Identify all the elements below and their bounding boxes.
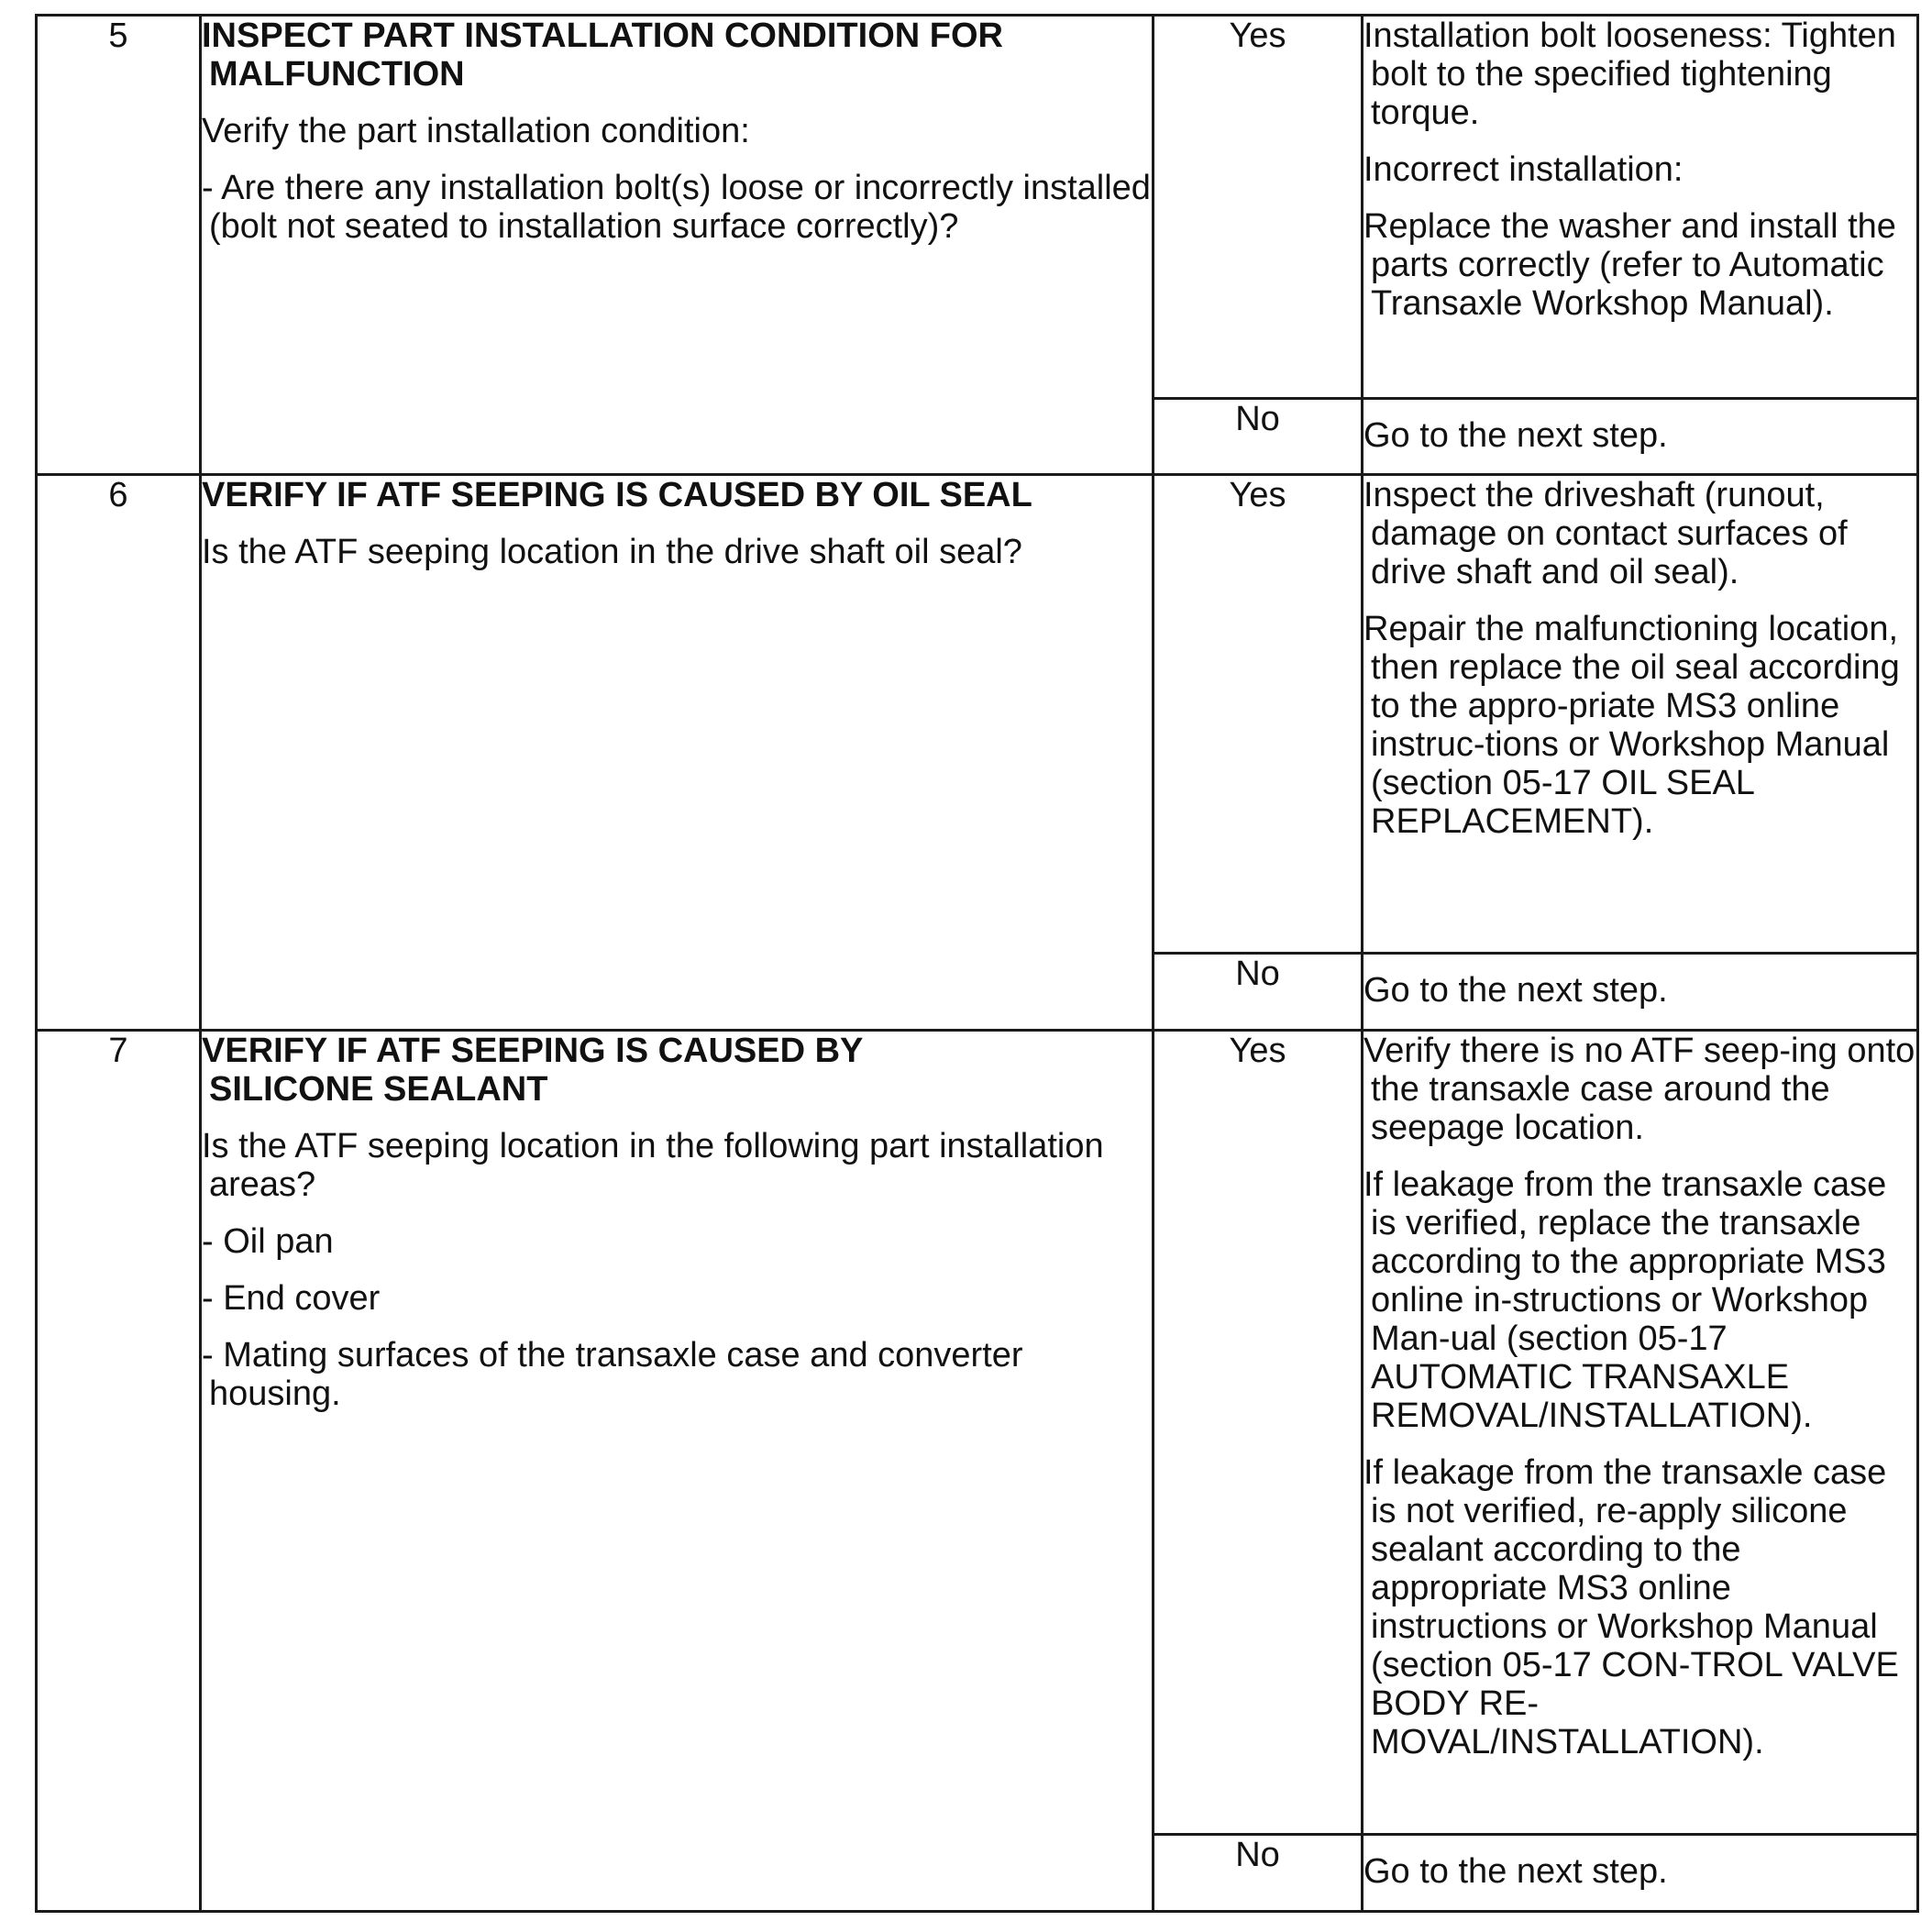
no-answer: No: [1154, 1835, 1363, 1912]
step-row: [37, 475, 1918, 954]
action-paragraph: Incorrect installation:: [1363, 150, 1684, 189]
action-paragraph: Verify there is no ATF seep-ing onto the transaxle case around the seepage location.: [1363, 1032, 1915, 1147]
step-description: [201, 1031, 1154, 1912]
step-description: [201, 475, 1154, 1031]
no-action: [1363, 399, 1918, 475]
no-action: [1363, 1835, 1918, 1912]
step-title-line: VERIFY IF ATF SEEPING IS CAUSED BY: [202, 1032, 864, 1070]
step-row: [37, 1031, 1918, 1835]
action-paragraph: Replace the washer and install the parts correctly (refer to Automatic Transaxle Workshop Manual).: [1363, 207, 1896, 323]
action-paragraph: If leakage from the transaxle case is not verified, re-apply silicone sealant according to the appropriate MS3 online instructions or Workshop Manual (section 05-17 CON-TROL VALVE BODY RE-MOVAL/INSTALLATION).: [1363, 1453, 1899, 1761]
yes-action: [1363, 1031, 1918, 1835]
step-title-line: SILICONE SEALANT: [209, 1070, 548, 1109]
step-title: [202, 17, 1152, 94]
action-paragraph: Installation bolt looseness: Tighten bolt to the specified tightening torque.: [1363, 17, 1896, 132]
step-number: 5: [37, 16, 201, 475]
step-paragraph: Is the ATF seeping location in the following part installation areas?: [202, 1127, 1104, 1204]
step-title-line: VERIFY IF ATF SEEPING IS CAUSED BY OIL SEAL: [202, 476, 1032, 514]
step-title-line: INSPECT PART INSTALLATION CONDITION FOR: [202, 17, 1003, 55]
step-title: [202, 476, 1152, 514]
step-number: 6: [37, 475, 201, 1031]
no-action: [1363, 954, 1918, 1031]
action-paragraph: Go to the next step.: [1363, 416, 1668, 455]
action-paragraph: Go to the next step.: [1363, 971, 1668, 1010]
no-answer: No: [1154, 399, 1363, 475]
yes-answer: Yes: [1154, 1031, 1363, 1835]
action-paragraph: Go to the next step.: [1363, 1852, 1668, 1891]
yes-answer: Yes: [1154, 16, 1363, 399]
step-row: [37, 16, 1918, 399]
step-paragraph: - End cover: [202, 1279, 381, 1318]
action-paragraph: If leakage from the transaxle case is verified, replace the transaxle according to the appropriate MS3 online in-structions or Workshop Man-ual (section 05-17 AUTOMATIC TRANSAXLE REMOVAL/INSTALLATION).: [1363, 1165, 1887, 1435]
step-paragraph: - Mating surfaces of the transaxle case and converter housing.: [202, 1336, 1023, 1413]
step-paragraph: - Oil pan: [202, 1222, 334, 1261]
diagnostic-procedure-table: [35, 14, 1919, 1913]
yes-action: [1363, 475, 1918, 954]
yes-answer: Yes: [1154, 475, 1363, 954]
step-paragraph: Verify the part installation condition:: [202, 112, 750, 150]
step-title: [202, 1032, 1152, 1109]
no-answer: No: [1154, 954, 1363, 1031]
step-title-line: MALFUNCTION: [209, 55, 465, 94]
step-number: 7: [37, 1031, 201, 1912]
step-paragraph: Is the ATF seeping location in the drive shaft oil seal?: [202, 533, 1022, 571]
step-paragraph: - Are there any installation bolt(s) loose or incorrectly installed (bolt not seated to installation surface correctly)?: [202, 169, 1151, 246]
step-description: [201, 16, 1154, 475]
yes-action: [1363, 16, 1918, 399]
action-paragraph: Repair the malfunctioning location, then replace the oil seal according to the appro-priate MS3 online instruc-tions or Workshop Manual (section 05-17 OIL SEAL REPLACEMENT).: [1363, 610, 1900, 841]
action-paragraph: Inspect the driveshaft (runout, damage on contact surfaces of drive shaft and oil seal).: [1363, 476, 1848, 591]
